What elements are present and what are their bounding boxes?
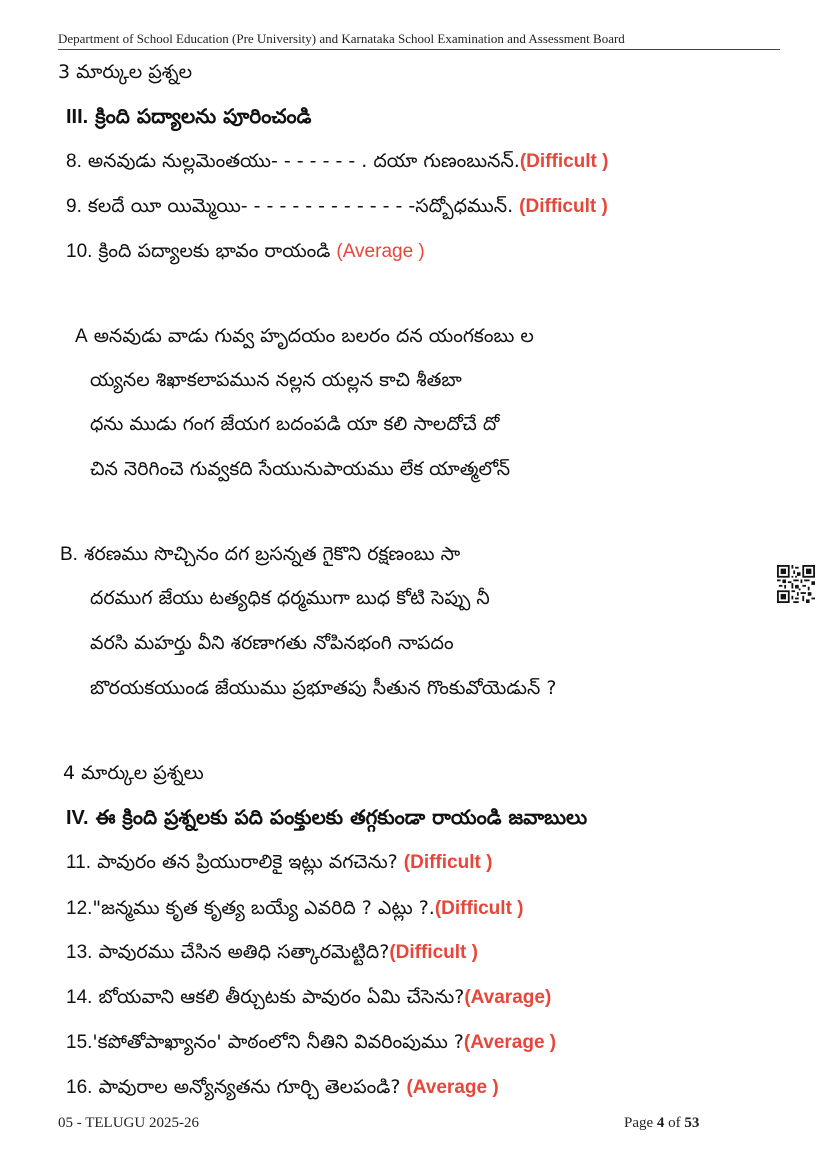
question-14 xyxy=(66,984,551,1011)
section-title-number: III. xyxy=(66,106,89,128)
poem-a-line-3: ధను ముడు గంగ జేయగ బదంపడి యా కలి సాలదోచే దో xyxy=(90,413,500,435)
question-text: పావురాల అన్యోన్యతను గూర్చి తెలపండి? xyxy=(98,1076,401,1098)
page-total: 53 xyxy=(684,1115,700,1131)
section-heading-4-marks: 4 మార్కుల ప్రశ్నలు xyxy=(63,762,204,784)
section-title-III xyxy=(66,103,311,130)
difficulty-tag: (Difficult ) xyxy=(519,196,608,217)
question-13 xyxy=(66,939,478,966)
difficulty-tag: (Difficult ) xyxy=(403,852,493,873)
poem-label: A xyxy=(75,326,88,347)
poem-b-line-2: దరముగ జేయు టత్యధిక ధర్మముగా బుధ కోటి సెప్పు నీ xyxy=(90,587,490,609)
question-text: కలదే యీ యిమ్మెయి- - - - - - - - - - - - - -సద్బోధమున్. xyxy=(87,195,514,217)
page-prefix: Page xyxy=(624,1115,654,1131)
poem-label: B. xyxy=(60,544,78,565)
footer-subject: 05 - TELUGU 2025-26 xyxy=(58,1115,199,1131)
section-title-IV xyxy=(66,804,587,831)
question-text: పావురము చేసిన అతిధి సత్కారమెట్టిది? xyxy=(98,941,390,963)
difficulty-tag: (Average ) xyxy=(463,1032,557,1053)
qr-code-icon[interactable] xyxy=(777,565,815,603)
section-title-text: ఈ క్రింది ప్రశ్నలకు పది పంక్తులకు తగ్గకుండా రాయండి జవాబులు xyxy=(95,805,588,829)
poem-a-line-1 xyxy=(75,323,534,350)
question-number: 8. xyxy=(66,151,82,172)
question-8 xyxy=(66,148,609,175)
poem-a-line-4: చిన నెరిగించె గువ్వకది సేయునుపాయము లేక యాత్మలోన్ xyxy=(90,458,511,480)
question-number: 15. xyxy=(66,1032,93,1053)
question-text: క్రింది పద్యాలకు భావం రాయండి xyxy=(98,240,331,262)
question-16 xyxy=(66,1074,499,1101)
section-title-text: క్రింది పద్యాలను పూరించండి xyxy=(95,104,312,128)
difficulty-tag: (Average ) xyxy=(336,241,425,262)
question-text: 'కపోతోపాఖ్యానం' పాఠంలోని నీతిని వివరింపుము ? xyxy=(92,1031,464,1053)
poem-line: అనవుడు వాడు గువ్వ హృదయం బలరం దన యంగకంబు ల xyxy=(93,325,534,347)
section-title-number: IV. xyxy=(66,807,89,829)
question-number: 11. xyxy=(66,852,92,873)
poem-line: శరణము సొచ్చినం దగ బ్రసన్నత గైకొని రక్షణంబు సా xyxy=(84,543,461,565)
poem-b-line-3: వరసి మహర్తు వీని శరణాగతు నోపినభంగి నాపదం xyxy=(90,632,454,654)
difficulty-tag: (Avarage) xyxy=(464,987,552,1008)
question-number: 10. xyxy=(66,241,93,262)
page-current: 4 xyxy=(656,1115,665,1131)
page-header: Department of School Education (Pre University) and Karnataka School Examination and Assessment Board xyxy=(58,31,780,50)
question-text: అనవుడు నుల్లమెంతయు- - - - - - - . దయా గుణంబునన్. xyxy=(87,150,520,172)
question-12 xyxy=(66,895,524,922)
question-number: 13. xyxy=(66,942,93,963)
question-number: 12. xyxy=(66,898,93,919)
page-of: of xyxy=(668,1115,681,1131)
question-text: "జన్మము కృత కృత్య బయ్యే ఎవరిది ? ఎట్లు ?. xyxy=(92,897,435,919)
question-15 xyxy=(66,1029,556,1056)
question-number: 9. xyxy=(66,196,82,217)
question-number: 14. xyxy=(66,987,93,1008)
footer-page-number xyxy=(624,1115,699,1132)
difficulty-tag: (Difficult ) xyxy=(519,151,609,172)
section-heading-3-marks: 3 మార్కుల ప్రశ్నల xyxy=(58,61,193,83)
difficulty-tag: (Difficult ) xyxy=(389,942,478,963)
poem-b-line-1 xyxy=(60,541,460,568)
question-text: పావురం తన ప్రియురాలికై ఇట్లు వగచెను? xyxy=(97,851,398,873)
question-9 xyxy=(66,193,608,220)
poem-a-line-2: య్యనల శిఖాకలాపమున నల్లన యల్లన కాచి శీతబా xyxy=(90,369,462,391)
question-10 xyxy=(66,238,425,265)
poem-b-line-4: బొరయకయుండ జేయుము ప్రభూతపు సీతున గొంకువోయెడున్ ? xyxy=(90,677,557,699)
question-11 xyxy=(66,849,492,876)
question-number: 16. xyxy=(66,1077,93,1098)
difficulty-tag: (Average ) xyxy=(406,1077,499,1098)
difficulty-tag: (Difficult ) xyxy=(434,898,524,919)
question-text: బోయవాని ఆకలి తీర్చుటకు పావురం ఏమి చేసెను? xyxy=(98,986,465,1008)
